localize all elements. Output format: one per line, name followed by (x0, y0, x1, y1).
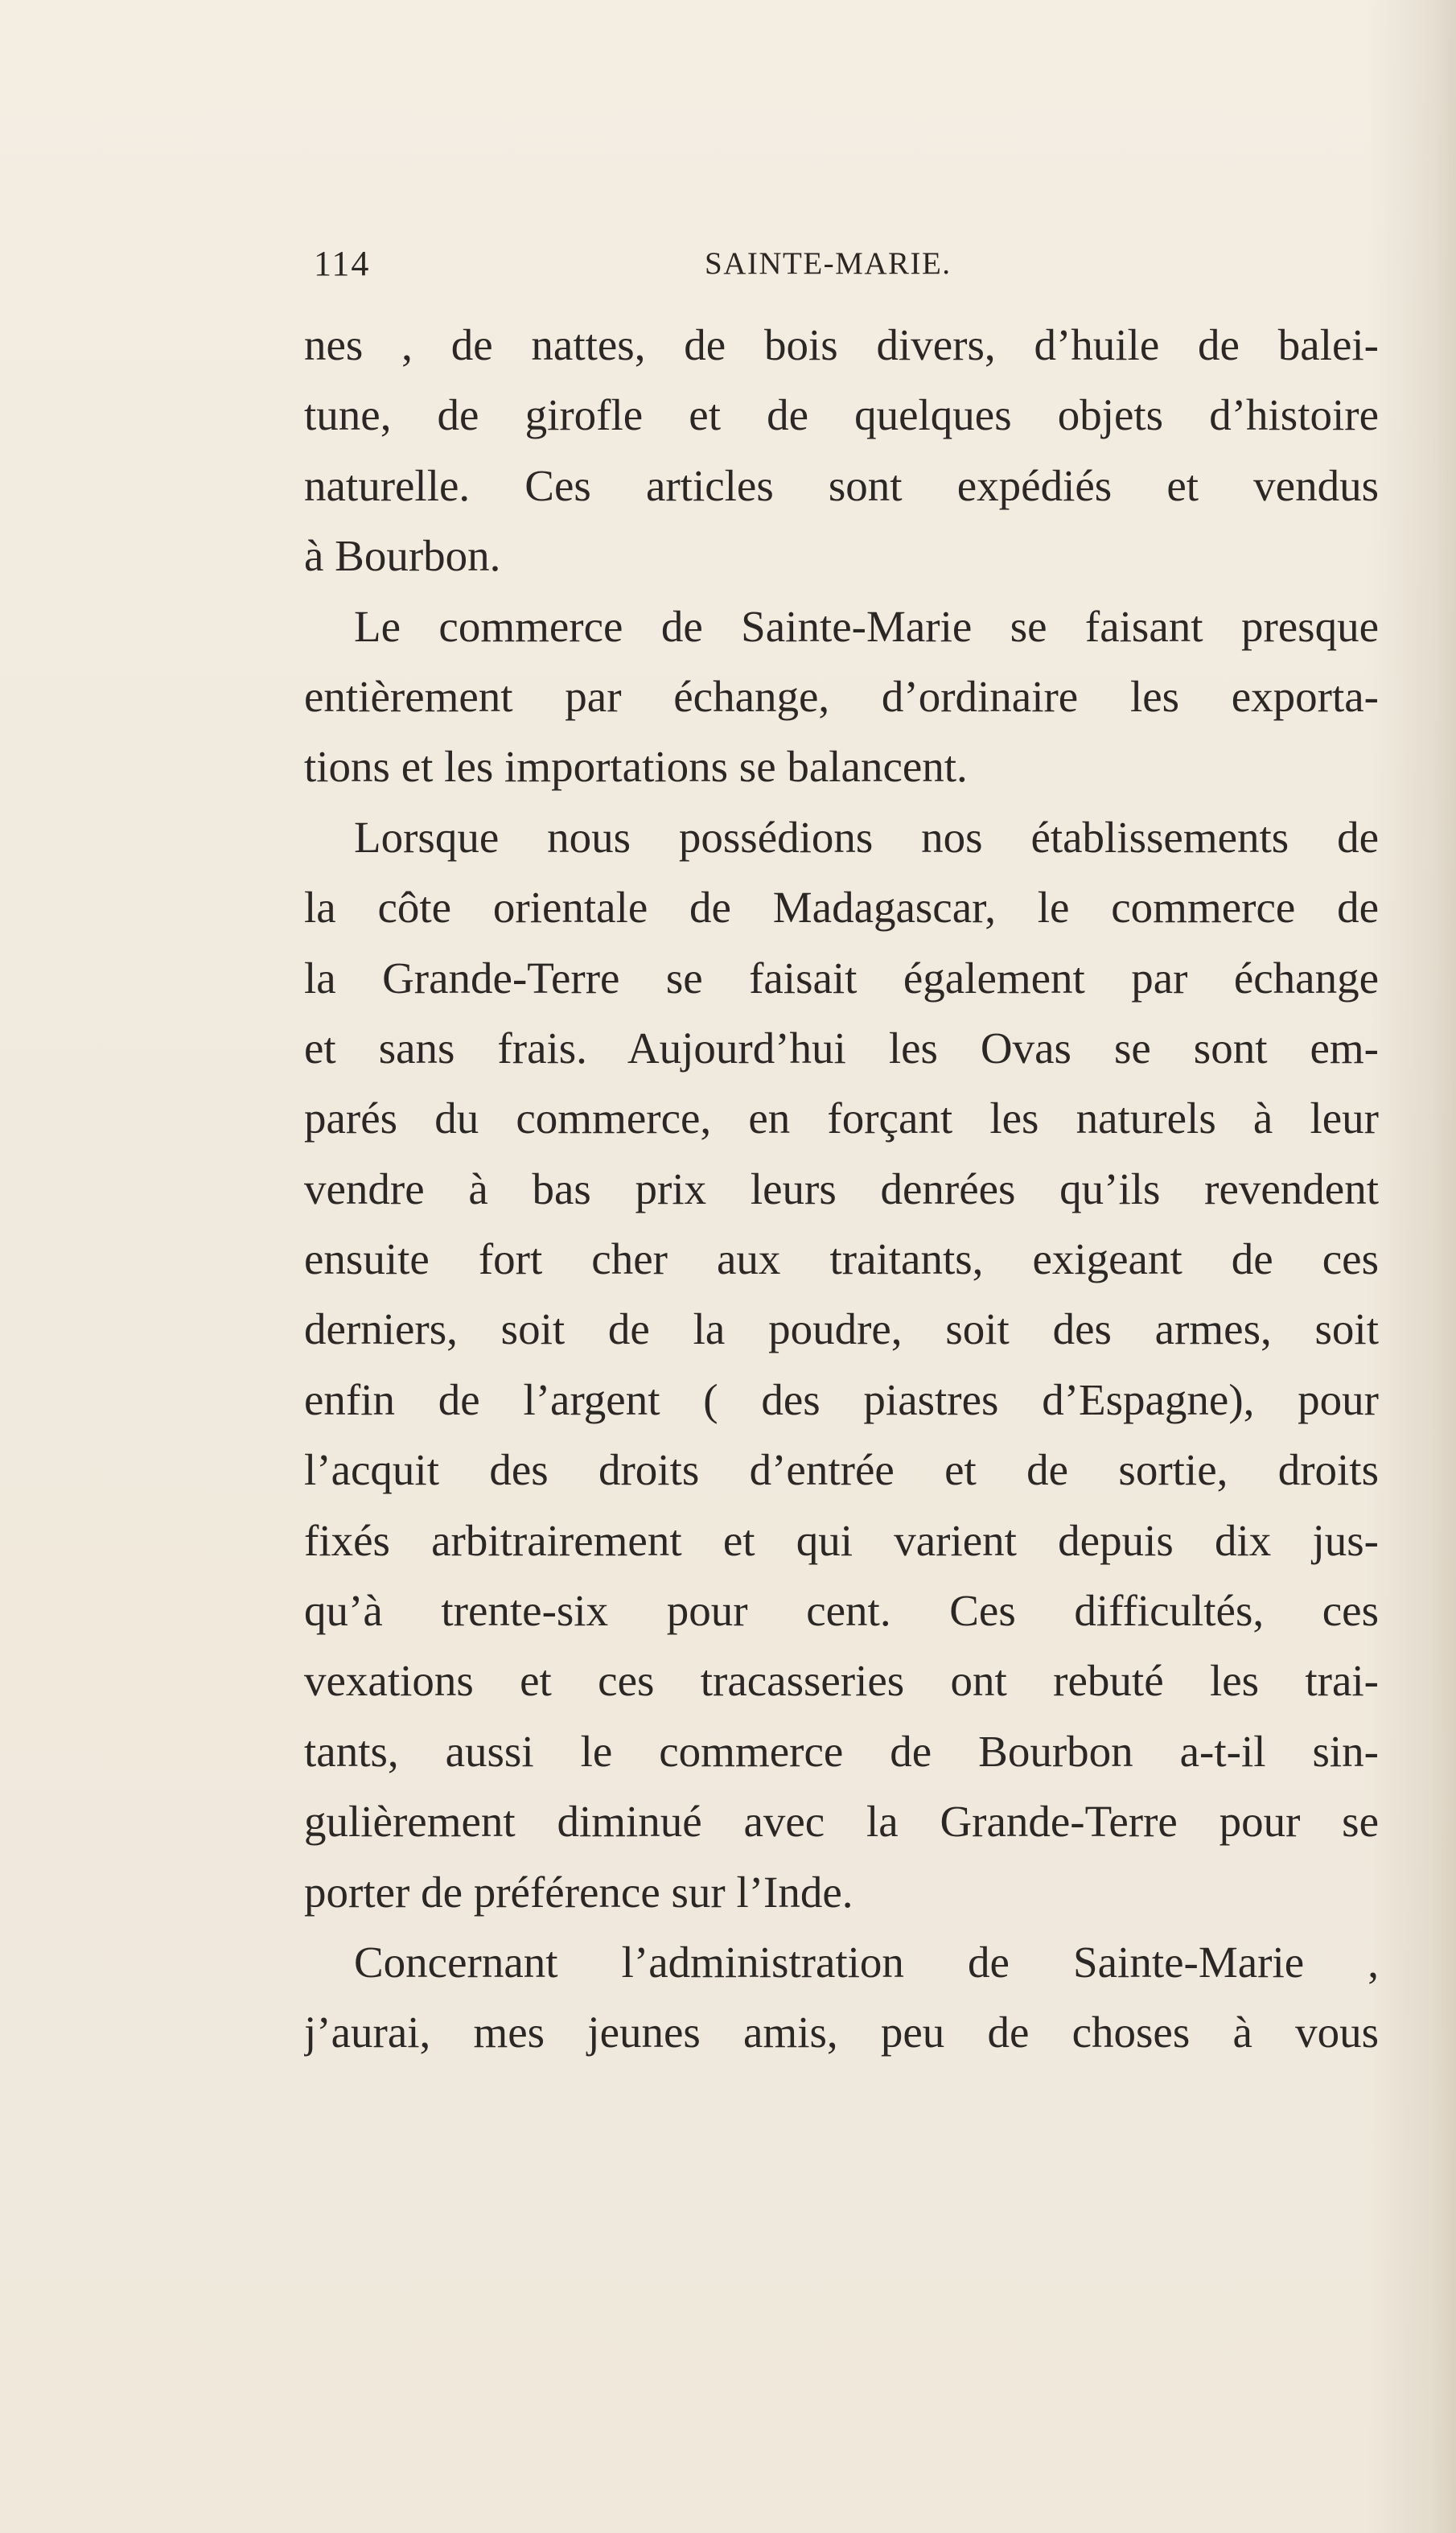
page-header (311, 240, 1380, 288)
text-line: fixés arbitrairement et qui varient depuis dix jus- (304, 1515, 1379, 1565)
text-line: gulièrement diminué avec la Grande-Terre pour se (304, 1797, 1379, 1847)
text-line: vexations et ces tracasseries ont rebuté les trai- (304, 1656, 1379, 1706)
body-text (304, 310, 1379, 2068)
text-line: ensuite fort cher aux traitants, exigeant de ces (304, 1234, 1379, 1284)
text-line: tions et les importations se balancent. (304, 742, 968, 792)
text-line: qu’à trente-six pour cent. Ces difficultés, ces (304, 1586, 1379, 1636)
text-line: et sans frais. Aujourd’hui les Ovas se sont em- (304, 1023, 1379, 1073)
text-line: tants, aussi le commerce de Bourbon a-t-il sin- (304, 1726, 1379, 1776)
text-line: tune, de girofle et de quelques objets d’histoire (304, 390, 1379, 440)
text-line: Lorsque nous possédions nos établissements de (354, 812, 1379, 862)
text-line: Le commerce de Sainte-Marie se faisant presque (354, 601, 1379, 651)
text-line: parés du commerce, en forçant les naturels à leur (304, 1094, 1379, 1143)
text-line: naturelle. Ces articles sont expédiés et vendus (304, 460, 1379, 510)
page-number: 114 (314, 244, 371, 283)
text-line: l’acquit des droits d’entrée et de sortie, droits (304, 1445, 1379, 1495)
running-head: SAINTE-MARIE. (705, 246, 952, 281)
text-line: derniers, soit de la poudre, soit des armes, soit (304, 1304, 1379, 1354)
text-line: vendre à bas prix leurs denrées qu’ils revendent (304, 1164, 1379, 1213)
text-line: porter de préférence sur l’Inde. (304, 1867, 853, 1917)
text-line: la Grande-Terre se faisait également par échange (304, 953, 1379, 1003)
text-line: nes , de nattes, de bois divers, d’huile de balei- (304, 320, 1379, 369)
text-line: entièrement par échange, d’ordinaire les exporta- (304, 671, 1379, 721)
text-line: j’aurai, mes jeunes amis, peu de choses à vous (304, 2008, 1379, 2057)
text-line: enfin de l’argent ( des piastres d’Espagne), pour (304, 1374, 1379, 1424)
text-line: Concernant l’administration de Sainte-Marie , (354, 1937, 1379, 1987)
text-line: à Bourbon. (304, 531, 501, 581)
text-line: la côte orientale de Madagascar, le commerce de (304, 883, 1379, 933)
